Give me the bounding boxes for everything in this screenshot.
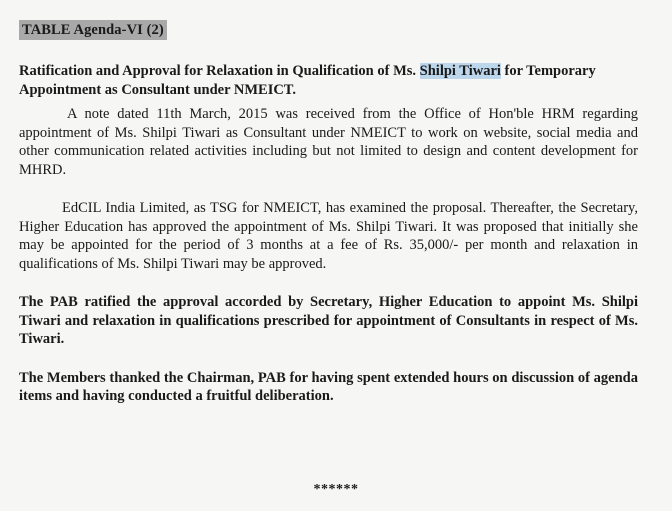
agenda-tag: TABLE Agenda-VI (2) — [19, 20, 167, 40]
paragraph-thanks: The Members thanked the Chairman, PAB for having spent extended hours on discussion of agenda items and having conducted a fruitful deliberation. — [19, 369, 638, 404]
heading-highlighted-name[interactable]: Shilpi Tiwari — [419, 63, 501, 79]
agenda-heading — [19, 62, 638, 99]
end-marker: ****** — [313, 482, 359, 497]
paragraph-decision: The PAB ratified the approval accorded by Secretary, Higher Education to appoint Ms. Shilpi Tiwari and relaxation in qualifications prescribed for appointment of Consultants in respect of Ms. Tiwari. — [19, 294, 638, 347]
heading-text-start: Ratification and Approval for Relaxation in Qualification of Ms. — [19, 63, 420, 79]
paragraph-note: A note dated 11th March, 2015 was received from the Office of Hon'ble HRM regarding appointment of Ms. Shilpi Tiwari as Consultant under NMEICT to work on website, social media and other communication related activities including but not limited to design and content development for MHRD. — [19, 106, 638, 178]
heading-text-end: for Temporary Appointment as Consultant under NMEICT. — [19, 63, 596, 98]
paragraph-proposal: EdCIL India Limited, as TSG for NMEICT, has examined the proposal. Thereafter, the Secretary, Higher Education has approved the appointment of Ms. Shilpi Tiwari. It was proposed that initially she may be appointed for the period of 3 months at a fee of Rs. 35,000/- per month and relaxation in qualifications of Ms. Shilpi Tiwari may be approved. — [19, 200, 638, 272]
